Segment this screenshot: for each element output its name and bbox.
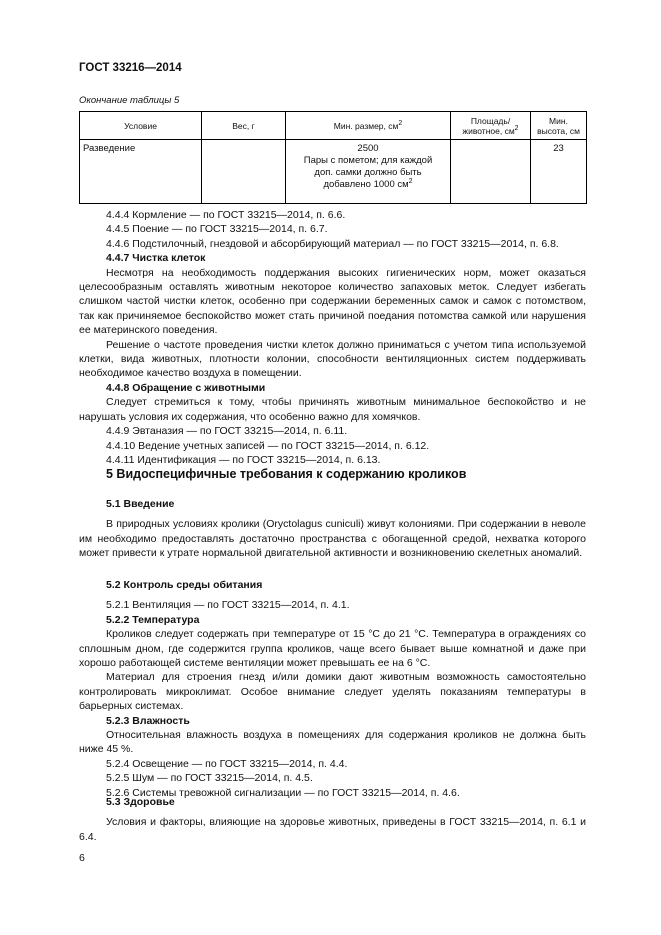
clause-5-2-3-title: 5.2.3 Влажность bbox=[106, 714, 190, 727]
clause-4-4-4: 4.4.4 Кормление — по ГОСТ 33215—2014, п. 6.6. bbox=[106, 209, 346, 221]
clause-5-2-2-paragraph-1: Кроликов следует содержать при температуре от 15 °С до 21 °С. Температура в ограждениях со сплошным дном, где содержится группа кроликов, чаще всего бывает выше комнатной и даже при хорошо работающей системе вентиляции может превышать ее на 6 °С. bbox=[79, 628, 586, 670]
col-header-min-size-text: Мин. размер, см bbox=[333, 120, 399, 131]
col-header-area bbox=[451, 112, 531, 140]
cell-min-size bbox=[286, 140, 451, 204]
section-5-2-block bbox=[79, 578, 586, 800]
page-number: 6 bbox=[79, 852, 85, 864]
clause-5-1-paragraph: В природных условиях кролики (Oryctolagus cuniculi) живут колониями. При содержании в неволе им необходимо предоставлять достаточно пространства с обогащенной средой, нехватка которого может привести к утрате нормальной двигательной активности и возникновению скелетных аномалий. bbox=[79, 518, 586, 560]
clause-5-2-6: 5.2.6 Системы тревожной сигнализации — по ГОСТ 33215—2014, п. 4.6. bbox=[106, 786, 460, 799]
cell-condition: Разведение bbox=[80, 140, 202, 204]
col-header-area-text: Площадь/ животное, см bbox=[462, 115, 515, 136]
clause-5-2-5: 5.2.5 Шум — по ГОСТ 33215—2014, п. 4.5. bbox=[106, 772, 313, 785]
clause-5-3-title: 5.3 Здоровье bbox=[106, 796, 175, 808]
cell-min-size-line4 bbox=[289, 179, 447, 191]
section-5-3-block bbox=[79, 795, 586, 844]
clause-5-1-title: 5.1 Введение bbox=[106, 498, 175, 510]
cell-min-size-line4-sup: 2 bbox=[408, 177, 413, 185]
table-5-continuation bbox=[79, 111, 587, 204]
section-5-1-block bbox=[79, 497, 586, 561]
cell-weight bbox=[202, 140, 286, 204]
clause-5-2-title: 5.2 Контроль среды обитания bbox=[106, 579, 263, 591]
table-row bbox=[80, 140, 587, 204]
col-header-weight: Вес, г bbox=[202, 112, 286, 140]
document-header: ГОСТ 33216—2014 bbox=[79, 62, 182, 74]
clause-5-2-2-title: 5.2.2 Температура bbox=[106, 613, 200, 626]
clause-4-4-7-paragraph-2: Решение о частоте проведения чистки клеток должно приниматься с учетом типа используемой клетки, вида животных, плотности колонии, способности вентиляционных систем поддерживать необходимое качество воздуха в помещении. bbox=[79, 338, 586, 380]
table-caption: Окончание таблицы 5 bbox=[79, 95, 180, 106]
clause-4-4-7-paragraph-1: Несмотря на необходимость поддержания высоких гигиенических норм, может оказаться целесообразным оставлять животным некоторое количество запаховых меток. Следует избегать слишком частой чистки клеток, особенно при содержании беременных самок и самок с потомством, так как причиняемое беспокойство может стать причиной поедания потомства самкой или нарушения ее материнского поведения. bbox=[79, 266, 586, 337]
clause-4-4-8-title: 4.4.8 Обращение с животными bbox=[106, 381, 266, 394]
clause-4-4-9: 4.4.9 Эвтаназия — по ГОСТ 33215—2014, п. 6.11. bbox=[106, 425, 348, 438]
clause-4-4-7-title: 4.4.7 Чистка клеток bbox=[106, 252, 206, 265]
col-header-min-size-sup: 2 bbox=[398, 119, 403, 127]
col-header-area-sup: 2 bbox=[514, 124, 519, 132]
clause-5-2-2-paragraph-2: Материал для строения гнезд и/или домики дают животным возможность самостоятельно контролировать микроклимат. Особое внимание следует уделять показаниям температуры в барьерных системах. bbox=[79, 671, 586, 713]
table-header-row bbox=[80, 112, 587, 140]
col-header-min-height: Мин. высота, см bbox=[531, 112, 587, 140]
cell-min-size-line2: Пары с пометом; для каждой bbox=[303, 155, 433, 166]
clause-5-2-1: 5.2.1 Вентиляция — по ГОСТ 33215—2014, п. 4.1. bbox=[106, 599, 350, 612]
col-header-condition: Условие bbox=[80, 112, 202, 140]
clause-5-2-3-paragraph: Относительная влажность воздуха в помещениях для содержания кроликов не должна быть ниже 45 %. bbox=[79, 729, 586, 756]
clause-4-4-11: 4.4.11 Идентификация — по ГОСТ 33215—2014, п. 6.13. bbox=[106, 453, 381, 466]
clause-4-4-10: 4.4.10 Ведение учетных записей — по ГОСТ 33215—2014, п. 6.12. bbox=[106, 439, 430, 452]
col-header-min-size bbox=[286, 112, 451, 140]
section-5-title: 5 Видоспецифичные требования к содержанию кроликов bbox=[106, 467, 467, 481]
cell-min-size-line4-text: добавлено 1000 см bbox=[323, 179, 409, 190]
cell-min-size-line1: 2500 bbox=[357, 143, 379, 154]
clause-5-2-4: 5.2.4 Освещение — по ГОСТ 33215—2014, п. 4.4. bbox=[106, 757, 348, 770]
clause-5-3-paragraph: Условия и факторы, влияющие на здоровье животных, приведены в ГОСТ 33215—2014, п. 6.1 и 6.4. bbox=[79, 816, 586, 843]
clause-4-4-5: 4.4.5 Поение — по ГОСТ 33215—2014, п. 6.7. bbox=[106, 223, 328, 236]
section-4-4-block bbox=[79, 208, 586, 467]
cell-min-height: 23 bbox=[531, 140, 587, 204]
cell-area bbox=[451, 140, 531, 204]
cell-min-size-line3: доп. самки должно быть bbox=[314, 167, 422, 178]
clause-4-4-6: 4.4.6 Подстилочный, гнездовой и абсорбирующий материал — по ГОСТ 33215—2014, п. 6.8. bbox=[106, 237, 559, 250]
clause-4-4-8-paragraph: Следует стремиться к тому, чтобы причинять животным минимальное беспокойство и не нарушать условия их содержания, что особенно важно для хомячков. bbox=[79, 396, 586, 423]
